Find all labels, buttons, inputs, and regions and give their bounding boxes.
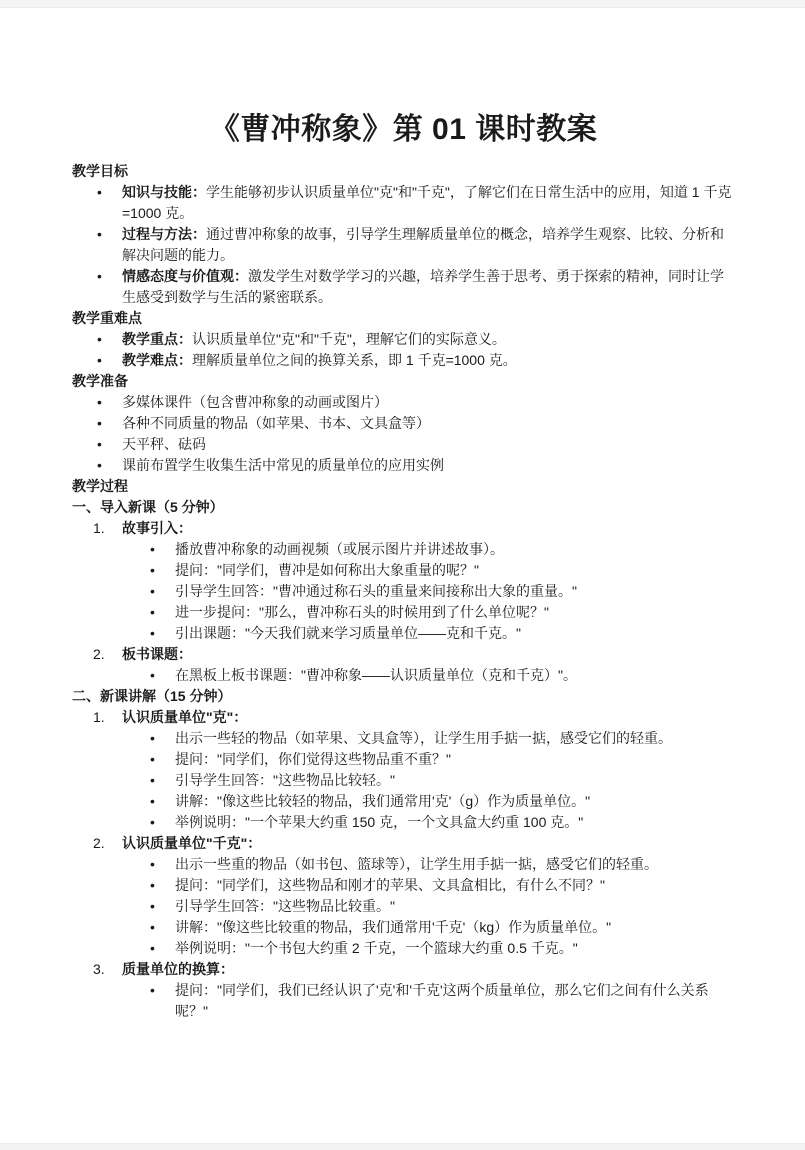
bullet-icon: • [150,919,155,935]
document-body [72,161,735,1022]
bullet-icon: • [150,625,155,641]
bullet-icon: • [150,751,155,767]
item-label: 质量单位的换算： [122,961,234,977]
bullet-icon: • [150,562,155,578]
bullet-icon: • [150,604,155,620]
item-text: 讲解："像这些比较轻的物品，我们通常用'克'（g）作为质量单位。" [175,793,591,809]
item-text: 提问："同学们，你们觉得这些物品重不重？" [175,751,451,767]
item-text: 引导学生回答："这些物品比较重。" [175,898,395,914]
list-item-text [122,224,735,266]
item-text: 引导学生回答："曹冲通过称石头的重量来间接称出大象的重量。" [175,583,577,599]
part-title: 一、导入新课（5 分钟） [72,499,224,515]
list-item [72,728,735,749]
item-label: 教学难点： [122,352,192,368]
bullet-icon: • [150,982,155,998]
bullet-icon: • [97,331,102,347]
item-label: 认识质量单位"克"： [122,709,248,725]
list-item [72,875,735,896]
item-text: 引出课题："今天我们就来学习质量单位——克和千克。" [175,625,521,641]
bullet-icon: • [97,184,102,200]
bullet-icon: • [150,940,155,956]
list-item [72,434,735,455]
bullet-icon: • [97,352,102,368]
item-label: 认识质量单位"千克"： [122,835,262,851]
list-item [72,770,735,791]
list-item-text [122,182,735,224]
item-number: 1. [93,709,105,725]
item-label: 故事引入： [122,520,192,536]
item-label: 板书课题： [122,646,192,662]
item-text: 课前布置学生收集生活中常见的质量单位的应用实例 [122,457,444,473]
bullet-icon: • [150,793,155,809]
bullet-icon: • [150,583,155,599]
list-item [72,791,735,812]
section-heading-objectives: 教学目标 [72,163,128,179]
section-heading-key-points: 教学重难点 [72,310,142,326]
list-item [72,938,735,959]
list-item [72,854,735,875]
list-item [72,917,735,938]
list-item [72,413,735,434]
list-item [72,329,735,350]
list-item [72,350,735,371]
list-item [72,224,735,266]
list-item [72,980,735,1022]
item-label: 情感态度与价值观： [122,268,248,284]
list-item [72,581,735,602]
item-label: 过程与方法： [122,226,206,242]
item-text: 理解质量单位之间的换算关系，即 1 千克=1000 克。 [192,352,517,368]
part-title: 二、新课讲解（15 分钟） [72,688,232,704]
list-item [72,665,735,686]
numbered-item [72,959,735,980]
list-item-text [122,329,735,350]
bullet-icon: • [150,898,155,914]
bullet-icon: • [150,856,155,872]
item-text: 提问："同学们，曹冲是如何称出大象重量的呢？" [175,562,479,578]
list-item [72,539,735,560]
item-text: 通过曹冲称象的故事，引导学生理解质量单位的概念，培养学生观察、比较、分析和解决问题的能力。 [122,226,724,263]
page-gap-top [0,0,805,8]
document-title: 《曹冲称象》第 01 课时教案 [209,113,598,146]
item-text: 激发学生对数学学习的兴趣，培养学生善于思考、勇于探索的精神，同时让学生感受到数学与生活的紧密联系。 [122,268,724,305]
item-text: 提问："同学们，这些物品和刚才的苹果、文具盒相比，有什么不同？" [175,877,605,893]
item-text: 天平秤、砝码 [122,436,206,452]
item-text: 举例说明："一个书包大约重 2 千克，一个篮球大约重 0.5 千克。" [175,940,578,956]
numbered-item [72,644,735,665]
item-text: 引导学生回答："这些物品比较轻。" [175,772,395,788]
page-gap-bottom [0,1143,805,1150]
list-item [72,602,735,623]
item-text: 提问："同学们，我们已经认识了'克'和'千克'这两个质量单位，那么它们之间有什么关系呢？" [175,982,709,1019]
item-text: 进一步提问："那么，曹冲称石头的时候用到了什么单位呢？" [175,604,549,620]
item-text: 认识质量单位"克"和"千克"，理解它们的实际意义。 [192,331,506,347]
bullet-icon: • [150,772,155,788]
item-text: 在黑板上板书课题："曹冲称象——认识质量单位（克和千克）"。 [175,667,577,683]
list-item-text [122,266,735,308]
list-item [72,560,735,581]
list-item [72,392,735,413]
item-text: 各种不同质量的物品（如苹果、书本、文具盒等） [122,415,430,431]
list-item [72,812,735,833]
bullet-icon: • [150,730,155,746]
item-text: 举例说明："一个苹果大约重 150 克，一个文具盒大约重 100 克。" [175,814,584,830]
bullet-icon: • [150,814,155,830]
section-heading-process: 教学过程 [72,478,128,494]
list-item [72,623,735,644]
document-page [0,8,805,1022]
item-text: 出示一些重的物品（如书包、篮球等），让学生用手掂一掂，感受它们的轻重。 [175,856,658,872]
bullet-icon: • [97,415,102,431]
item-label: 教学重点： [122,331,192,347]
item-text: 学生能够初步认识质量单位"克"和"千克"，了解它们在日常生活中的应用，知道 1 千克=1000 克。 [122,184,732,221]
item-text: 出示一些轻的物品（如苹果、文具盒等），让学生用手掂一掂，感受它们的轻重。 [175,730,672,746]
bullet-icon: • [97,436,102,452]
item-label: 知识与技能： [122,184,206,200]
numbered-item [72,707,735,728]
list-item-text [122,350,735,371]
item-number: 1. [93,520,105,536]
bullet-icon: • [97,457,102,473]
item-text: 多媒体课件（包含曹冲称象的动画或图片） [122,394,388,410]
bullet-icon: • [150,667,155,683]
bullet-icon: • [150,877,155,893]
item-text: 播放曹冲称象的动画视频（或展示图片并讲述故事）。 [175,541,504,557]
bullet-icon: • [97,394,102,410]
item-number: 2. [93,646,105,662]
list-item [72,266,735,308]
numbered-item [72,833,735,854]
numbered-item [72,518,735,539]
item-number: 2. [93,835,105,851]
bullet-icon: • [97,268,102,284]
list-item [72,182,735,224]
list-item [72,749,735,770]
list-item [72,455,735,476]
bullet-icon: • [97,226,102,242]
list-item [72,896,735,917]
item-text: 讲解："像这些比较重的物品，我们通常用'千克'（kg）作为质量单位。" [175,919,612,935]
section-heading-preparation: 教学准备 [72,373,128,389]
item-number: 3. [93,961,105,977]
bullet-icon: • [150,541,155,557]
